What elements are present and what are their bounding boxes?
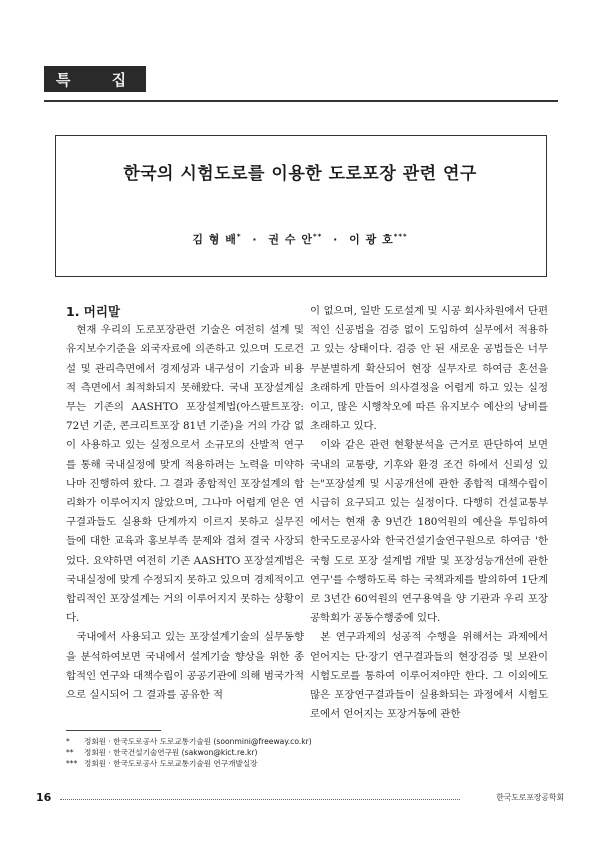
section-tag: 특 집 [44,66,146,92]
footnote-rule [66,730,161,731]
journal-name: 한국도로포장공학회 [496,793,564,802]
paragraph: 이 없으며, 일반 도로설계 및 시공 회사차원에서 단편적인 신공법을 검증 없이 도입하여 실무에서 적용하고 있는 상태이다. 검증 안 된 새로운 공법들은 너무 무분별하게 확산되어 현장 실무자로 하여금 혼선을 초래하게 만들어 의사결정을 어렵게 하고 있는 실정이고, 많은 시행착오에 따른 유지보수 예산의 낭비를 초래하고 있다. [310,305,548,433]
section-heading: 1. 머리말 [66,304,121,319]
paragraph: 국내에서 사용되고 있는 포장설계기술의 실무동향을 분석하여보면 국내에서 설계기술 향상을 위한 종합적인 연구와 대책수립이 공공기관에 의해 범국가적으로 실시되어 그 결과를 공유한 적 [66,631,304,702]
left-column [66,302,304,705]
author-2: 권 수 안** [268,232,323,246]
title-box [55,135,547,277]
article-title: 한국의 시험도로를 이용한 도로포장 관련 연구 [123,164,477,184]
paragraph: 본 연구과제의 성공적 수행을 위해서는 과제에서 얻어지는 단·장기 연구결과들의 현장검증 및 보완이 시험도로를 통하여 이루어져야만 한다. 그 이외에도 많은 포장연구결과들이 실용화되는 과정에서 시험도로에서 얻어지는 포장거동에 관한 [310,631,548,721]
footnotes [66,736,546,769]
page-number: 16 [36,791,52,804]
footer-dotted-rule [60,799,460,800]
author-3: 이 광 호*** [349,232,408,246]
author-separator: · [252,233,258,246]
paragraph: 현재 우리의 도로포장관련 기술은 여전히 설계 및 유지보수기준을 외국자료에 의존하고 있으며 도로건설 및 관리측면에서 경제성과 내구성이 기술과 비용적 측면에서 최적화되지 못해왔다. 국내 포장설계실무는 기존의 AASHTO 포장설계법(아스팔트포장: 72년 기준, 콘크리트포장 81년 기준)을 거의 가감 없이 사용하고 있는 실정으로서 소규모의 산발적 연구를 통해 국내실정에 맞게 적용하려는 노력을 미약하나마 진행하여 왔다. 그 결과 종합적인 포장설계의 합리화가 이루어지지 않았으며, 그나마 어렵게 얻은 연구결과들도 실용화 단계까지 이르지 못하고 실무진 들에 대한 교육과 홍보부족 문제와 겹쳐 결국 사장되었다. 요약하면 여전히 기존 AASHTO 포장설계법은 국내실정에 맞게 수정되지 못하고 있으며 경제적이고 합리적인 포장설계는 거의 이루어지지 못하는 상황이다. [66,324,304,625]
footnote: *** 정회원 · 한국도로공사 도로교통기술원 연구개발실장 [66,759,258,768]
paragraph: 이와 같은 관련 현황분석을 근거로 판단하여 보면 국내의 교통량, 기후와 환경 조건 하에서 신뢰성 있는"포장설계 및 시공개선에 관한 종합적 대책수립이 시급히 요구되고 있는 실정이다. 다행히 건설교통부에서는 현재 총 9년간 180억원의 예산을 투입하여 한국도로공사와 한국건설기술연구원으로 하여금 '한국형 도로 포장 설계법 개발 및 포장성능개선에 관한 연구'를 수행하도록 하는 국책과제를 발의하여 1단계로 3년간 60억원의 연구용역을 양 기관과 우리 포장공학회가 공동수행중에 있다. [310,439,548,625]
header-rule [44,100,558,102]
author-separator: · [333,233,339,246]
author-list [0,231,600,247]
author-1: 김 형 배* [192,232,242,246]
footnote: * 정회원 · 한국도로공사 도로교통기술원 (soonmini@freeway.co.kr) [66,737,312,746]
right-column [310,302,548,724]
footnote: ** 정회원 · 한국건설기술연구원 (sakwon@kict.re.kr) [66,748,258,757]
